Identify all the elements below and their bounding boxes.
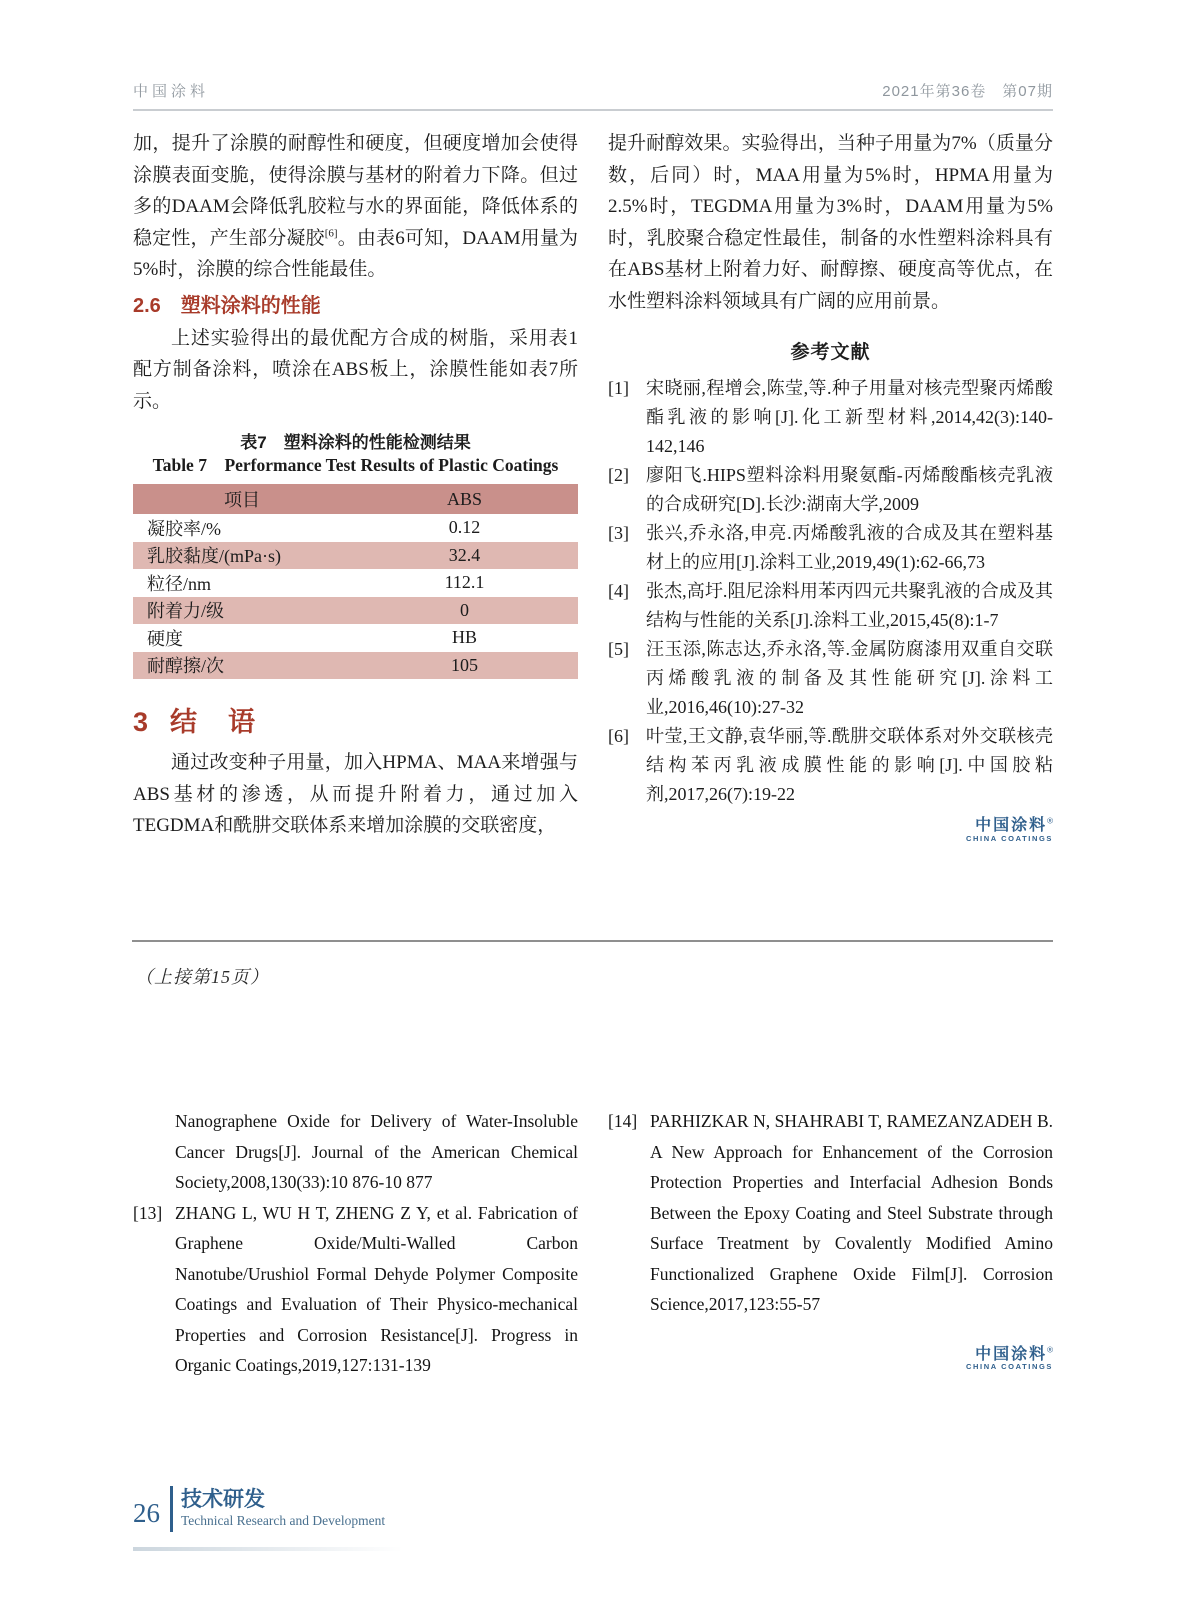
china-coatings-logo xyxy=(608,817,1053,843)
reference-item xyxy=(608,635,1053,722)
row-label: 附着力/级 xyxy=(147,601,225,622)
row-value: 112.1 xyxy=(444,572,485,593)
table-header-row xyxy=(133,484,578,514)
section-heading-3 xyxy=(133,705,578,739)
reference-text: 宋晓丽,程增会,陈莹,等.种子用量对核壳型聚丙烯酸酯乳液的影响[J].化工新型材料,2014,42(3):140-142,146 xyxy=(646,378,1053,456)
paragraph-conclusion: 通过改变种子用量，加入HPMA、MAA来增强与ABS基材的渗透，从而提升附着力，通过加入TEGDMA和酰肼交联体系来增加涂膜的交联密度， xyxy=(133,752,578,836)
section-title: 结 语 xyxy=(170,707,258,737)
row-label: 粒径/nm xyxy=(147,573,212,594)
reference-text: 汪玉添,陈志达,乔永洛,等.金属防腐漆用双重自交联丙烯酸乳液的制备及其性能研究[J].涂料工业,2016,46(10):27-32 xyxy=(646,639,1053,717)
row-value: HB xyxy=(452,627,478,648)
row-label: 硬度 xyxy=(147,628,183,649)
table-row xyxy=(133,597,578,625)
table7-title-cn: 表7 塑料涂料的性能检测结果 xyxy=(240,433,471,452)
section-heading-2-6: 2.6 塑料涂料的性能 xyxy=(133,294,321,317)
reference-item xyxy=(608,722,1053,809)
logo-text-en: CHINA COATINGS xyxy=(966,1362,1053,1372)
continuation-columns xyxy=(133,1106,1053,1381)
registered-mark-icon: ® xyxy=(1047,1345,1053,1355)
reference-item xyxy=(608,461,1053,519)
reference-label: [3] xyxy=(608,523,629,543)
table-row xyxy=(133,624,578,652)
page-number: 26 xyxy=(133,1497,160,1528)
reference-label: [4] xyxy=(608,581,629,601)
logo-text-cn: 中国涂料 xyxy=(975,1345,1048,1363)
continued-from-note: （上接第15页） xyxy=(135,967,269,987)
reference-label: [2] xyxy=(608,465,629,485)
reference-text: 叶莹,王文静,袁华丽,等.酰肼交联体系对外交联核壳结构苯丙乳液成膜性能的影响[J].中国胶粘剂,2017,26(7):19-22 xyxy=(646,726,1053,804)
reference-label: [1] xyxy=(608,378,629,398)
reference-text: 张兴,乔永洛,申亮.丙烯酸乳液的合成及其在塑料基材上的应用[J].涂料工业,2019,49(1):62-66,73 xyxy=(646,523,1053,572)
row-label: 耐醇擦/次 xyxy=(147,656,225,677)
references-heading: 参考文献 xyxy=(790,342,871,363)
section-number: 3 xyxy=(133,707,149,737)
journal-name: 中国涂料 xyxy=(133,83,210,100)
table-row xyxy=(133,514,578,542)
right-column xyxy=(608,128,1053,843)
footer-fade-bar xyxy=(133,1547,433,1551)
paragraph-daam xyxy=(133,128,578,286)
logo-text-en: CHINA COATINGS xyxy=(966,833,1053,843)
reference-text: PARHIZKAR N, SHAHRABI T, RAMEZANZADEH B. A New Approach for Enhancement of the Corrosion Protection Properties and Interfacial Adhesion Bonds Between the Epoxy Coating and Steel Substrate through Surface Treatment by Covalently Modified Amino Functionalized Graphene Oxide Film[J]. Corrosion Science,2017,123:55-57 xyxy=(650,1111,1053,1314)
reference-label: [6] xyxy=(608,726,629,746)
reference-item-en xyxy=(608,1106,1053,1320)
row-label: 乳胶黏度/(mPa·s) xyxy=(147,546,281,567)
reference-label: [5] xyxy=(608,639,629,659)
row-label: 凝胶率/% xyxy=(147,518,221,539)
row-value: 32.4 xyxy=(448,544,481,565)
paragraph-daam-text: 加，提升了涂膜的耐醇性和硬度，但硬度增加会使得涂膜表面变脆，使得涂膜与基材的附着力下降。但过多的DAAM会降低乳胶粒与水的界面能，降低体系的稳定性，产生部分凝胶 xyxy=(133,133,578,249)
page-header xyxy=(133,80,1053,111)
china-coatings-logo xyxy=(608,1346,1053,1372)
table-row xyxy=(133,542,578,570)
reference-text: 廖阳飞.HIPS塑料涂料用聚氨酯-丙烯酸酯核壳乳液的合成研究[D].长沙:湖南大学,2009 xyxy=(646,465,1053,514)
left-column xyxy=(133,128,578,843)
paragraph-daam-text-end: 。由表6可知，DAAM用量为5%时，涂膜的综合性能最佳。 xyxy=(133,227,578,280)
row-value: 0.12 xyxy=(448,517,481,538)
main-columns xyxy=(133,128,1053,843)
footer-section xyxy=(173,1488,385,1530)
reference-item xyxy=(608,519,1053,577)
reference-continuation-text: Nanographene Oxide for Delivery of Water-Insoluble Cancer Drugs[J]. Journal of the American Chemical Society,2008,130(33):10 876-10 877 xyxy=(175,1111,578,1192)
reference-item xyxy=(608,577,1053,635)
table7 xyxy=(133,484,578,679)
table7-title-en: Table 7 Performance Test Results of Plastic Coatings xyxy=(152,455,559,475)
table-row xyxy=(133,569,578,597)
paragraph-results: 提升耐醇效果。实验得出，当种子用量为7%（质量分数，后同）时，MAA用量为5%时，HPMA用量为2.5%时，TEGDMA用量为3%时，DAAM用量为5%时，乳胶聚合稳定性最佳，制备的水性塑料涂料具有在ABS基材上附着力好、耐醇擦、硬度高等优点，在水性塑料涂料领域具有广阔的应用前景。 xyxy=(608,133,1053,312)
table7-block xyxy=(133,431,578,679)
reference-item xyxy=(608,374,1053,461)
citation-superscript: [6] xyxy=(324,227,338,240)
reference-label: [13] xyxy=(133,1202,163,1223)
registered-mark-icon: ® xyxy=(1047,816,1053,826)
logo-text-cn: 中国涂料 xyxy=(975,817,1048,834)
article-divider xyxy=(132,940,1053,942)
table-header-item: 项目 xyxy=(224,490,261,510)
page-footer xyxy=(133,1486,385,1532)
reference-text: ZHANG L, WU H T, ZHENG Z Y, et al. Fabrication of Graphene Oxide/Multi-Walled Carbon Nanotube/Urushiol Formal Dehyde Polymer Composite Coatings and Evaluation of Their Physico-mechanical Properties and Corrosion Resistance[J]. Progress in Organic Coatings,2019,127:131-139 xyxy=(175,1202,578,1375)
continuation-right-column xyxy=(608,1106,1053,1381)
table-row xyxy=(133,652,578,680)
footer-section-cn: 技术研发 xyxy=(181,1488,265,1511)
issue-info: 2021年第36卷 第07期 xyxy=(882,83,1053,100)
paragraph-formula: 上述实验得出的最优配方合成的树脂，采用表1配方制备涂料，喷涂在ABS板上，涂膜性能如表7所示。 xyxy=(133,327,578,412)
footer-section-en: Technical Research and Development xyxy=(181,1513,386,1528)
continuation-left-column xyxy=(133,1106,578,1381)
reference-label: [14] xyxy=(608,1111,638,1131)
reference-text: 张杰,高圩.阻尼涂料用苯丙四元共聚乳液的合成及其结构与性能的关系[J].涂料工业,2015,45(8):1-7 xyxy=(646,581,1053,630)
row-value: 0 xyxy=(460,599,470,620)
row-value: 105 xyxy=(451,654,479,675)
table-header-abs: ABS xyxy=(447,488,483,509)
reference-item-en xyxy=(133,1198,578,1381)
